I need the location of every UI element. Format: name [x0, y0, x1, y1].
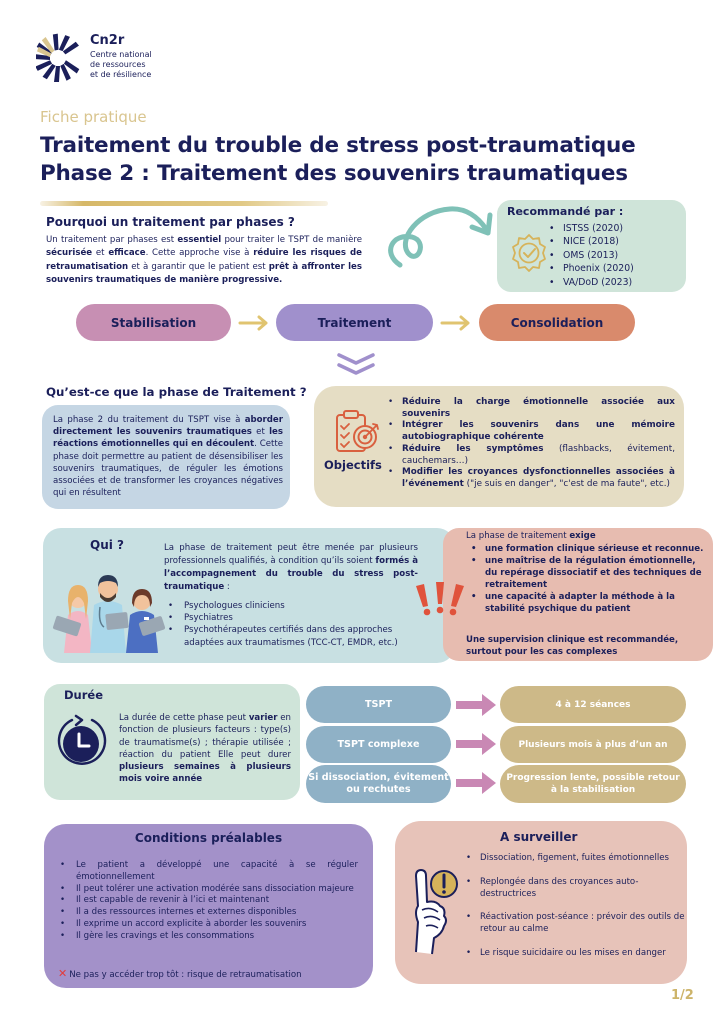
clipboard-target-icon [333, 408, 381, 456]
objectif-item [388, 397, 675, 420]
arrow-right-icon [454, 692, 498, 718]
exclamation-warning-icon [410, 578, 470, 618]
exige-item: • une capacité à adapter la méthode à la stabilité psychique du patient [471, 591, 706, 615]
arrow-right-icon [238, 315, 270, 331]
duree-duration-pill: Progression lente, possible retour à la stabilisation [500, 765, 686, 803]
text-run: La phase 2 du traitement du TSPT vise à [53, 415, 245, 425]
qui-item: • Psychiatres [168, 612, 420, 624]
condition-item: • Le patient a développé une capacité à se réguler émotionnellement [58, 860, 358, 884]
brand-subtitle [90, 50, 170, 80]
objectif-bold: Modifier les croyances dysfonctionnelles associées à l’événement [402, 467, 675, 489]
text-emphasis: prêt à affronter les souvenirs traumatiques de manière progressive. [46, 261, 362, 286]
conditions-list [58, 860, 358, 943]
recommande-item: • NICE (2018) [551, 235, 634, 248]
text-run: Un traitement par phases est [46, 235, 178, 245]
exige-item: • une maîtrise de la régulation émotionnelle, du repérage dissociatif et des techniques de retraitement [471, 555, 706, 591]
text-run: et [92, 248, 109, 259]
page-title-line2: Phase 2 : Traitement des souvenirs traumatiques [40, 161, 628, 186]
text-run: pour traiter le TSPT de manière [221, 235, 362, 245]
text-emphasis: les réactions émotionnelles qui en découlent [53, 427, 283, 450]
text-run: en fonction de plusieurs facteurs : type(s) de traumatisme(s) ; thérapie utilisée ; réaction du patient Elle peut durer [119, 713, 291, 760]
qui-heading: Qui ? [90, 538, 124, 552]
text-run: . Cette phase doit permettre au patient de désensibiliser les souvenirs traumatiques, de réguler les émotions associées et de transformer les croyances négatives qui en résultent [53, 439, 284, 499]
objectif-item [388, 420, 675, 443]
text-emphasis: plusieurs semaines à plusieurs mois voire année [119, 762, 291, 785]
brand-subtitle-line: et de résilience [90, 70, 152, 79]
exige-list [471, 543, 706, 615]
objectif-rest: (flashbacks, évitement, cauchemars…) [402, 443, 675, 466]
exige-intro [466, 531, 596, 541]
duree-case-pill: Si dissociation, évitement ou rechutes [306, 765, 451, 803]
surveiller-list [466, 852, 686, 970]
pourquoi-text [46, 234, 362, 288]
objectif-item [388, 444, 675, 467]
qui-item: • Psychologues cliniciens [168, 600, 420, 612]
phase-consolidation: Consolidation [479, 304, 635, 341]
conditions-warning-text: Ne pas y accéder trop tôt : risque de retraumatisation [69, 970, 302, 980]
objectifs-label: Objectifs [324, 458, 382, 472]
text-run: La phase de traitement peut être menée par plusieurs professionnels qualifiés, à condition qu’ils soient [164, 543, 418, 566]
phase-stabilisation: Stabilisation [76, 304, 231, 341]
quest-text [53, 414, 283, 499]
cn2r-logo-icon [36, 28, 84, 84]
surveiller-item: • Dissociation, figement, fuites émotionnelles [466, 852, 686, 864]
text-emphasis: essentiel [177, 235, 222, 245]
objectif-bold: Réduire la charge émotionnelle associée aux souvenirs [402, 397, 675, 419]
chevron-double-down-icon [336, 352, 376, 378]
condition-item: • Il est capable de revenir à l’ici et maintenant [58, 895, 358, 907]
curved-arrow-icon [388, 203, 498, 273]
text-run: . Cette approche vise à [145, 248, 254, 259]
duree-case-pill: TSPT complexe [306, 726, 451, 763]
brand-name: Cn2r [90, 33, 125, 48]
raised-finger-warning-icon [404, 862, 464, 957]
exige-intro-bold: exige [569, 531, 596, 541]
text-emphasis: sécurisée [46, 248, 93, 259]
text-emphasis: efficace [108, 248, 146, 259]
page-title-line1: Traitement du trouble de stress post-traumatique [40, 133, 636, 158]
arrow-right-icon [454, 770, 498, 796]
surveiller-item: • Le risque suicidaire ou les mises en danger [466, 947, 686, 959]
objectif-item [388, 467, 675, 490]
qui-text [164, 542, 418, 594]
objectifs-list [388, 397, 675, 491]
text-emphasis: réduire les risques de retraumatisation [46, 248, 362, 272]
brand-subtitle-line: de ressources [90, 60, 146, 69]
qui-list [168, 600, 420, 649]
surveiller-item: • Replongée dans des croyances auto-destructrices [466, 876, 686, 900]
recommande-heading: Recommandé par : [507, 205, 624, 218]
surveiller-heading: A surveiller [500, 830, 578, 844]
text-emphasis: varier [248, 713, 278, 723]
objectif-rest: ("je suis en danger", "c'est de ma faute", etc.) [463, 478, 670, 489]
text-emphasis: aborder directement les souvenirs traumatiques [53, 415, 283, 438]
brand-subtitle-line: Centre national [90, 50, 152, 59]
arrow-right-icon [454, 731, 498, 757]
text-run: La durée de cette phase peut [119, 713, 249, 723]
duree-duration-pill: Plusieurs mois à plus d’un an [500, 726, 686, 763]
surveiller-item: • Réactivation post-séance : prévoir des outils de retour au calme [466, 911, 686, 935]
conditions-heading: Conditions préalables [134, 831, 283, 845]
text-run: et [251, 427, 270, 438]
condition-item: • Il peut tolérer une activation modérée sans dissociation majeure [58, 884, 358, 896]
duree-case-pill: TSPT [306, 686, 451, 723]
objectif-bold: Intégrer les souvenirs dans une mémoire autobiographique cohérente [402, 420, 675, 443]
condition-item: • Il a des ressources internes et externes disponibles [58, 907, 358, 919]
page-number: 1/2 [671, 988, 694, 1003]
badge-check-icon [508, 232, 550, 274]
clock-cycle-icon [52, 713, 110, 771]
exige-item: • une formation clinique sérieuse et reconnue. [471, 543, 706, 555]
conditions-warning [58, 967, 302, 980]
qui-item: • Psychothérapeutes certifiés dans des approches adaptées aux traumatismes (TCC-CT, EMDR, etc.) [168, 624, 420, 648]
condition-item: • Il gère les cravings et les consommations [58, 931, 358, 943]
recommande-item: • Phoenix (2020) [551, 262, 634, 275]
supervision-note: Une supervision clinique est recommandée, surtout pour les cas complexes [466, 635, 679, 658]
quest-heading: Qu’est-ce que la phase de Traitement ? [46, 385, 307, 399]
duree-text [119, 712, 291, 786]
text-run: : [224, 582, 230, 592]
recommande-list [551, 222, 634, 289]
condition-item: • Il exprime un accord explicite à aborder les souvenirs [58, 919, 358, 931]
exige-intro-plain: La phase de traitement [466, 531, 570, 541]
text-run: et à garantir que le patient est [128, 261, 269, 272]
pourquoi-heading: Pourquoi un traitement par phases ? [46, 215, 295, 229]
cross-icon: ✕ [58, 967, 68, 980]
recommande-item: • ISTSS (2020) [551, 222, 634, 235]
arrow-right-icon [440, 315, 472, 331]
gold-brush-divider [40, 201, 328, 206]
phase-traitement: Traitement [276, 304, 433, 341]
recommande-item: • OMS (2013) [551, 249, 634, 262]
duree-duration-pill: 4 à 12 séances [500, 686, 686, 723]
objectif-bold: Réduire les symptômes [402, 443, 544, 454]
text-emphasis: formés à l’accompagnement du trouble du stress post-traumatique [164, 556, 418, 592]
page-title [40, 132, 636, 188]
healthcare-team-illustration [48, 557, 166, 653]
kicker: Fiche pratique [40, 108, 147, 126]
duree-heading: Durée [64, 688, 104, 702]
recommande-item: • VA/DoD (2023) [551, 276, 634, 289]
